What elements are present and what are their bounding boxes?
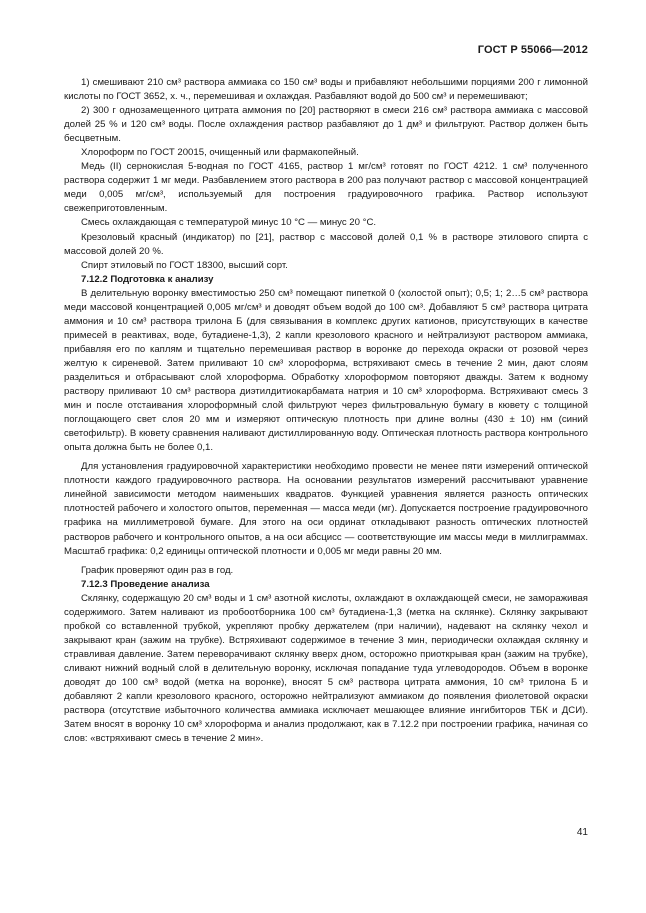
paragraph-analysis: Склянку, содержащую 20 см³ воды и 1 см³ азотной кислоты, охлаждают в охлаждающей смеси, не замораживая содержимого. Затем наливают из пробоотборника 100 см³ бутадиена-1,3 (метка на склянке). Склянку закрывают пробкой со вставленной трубкой, укрепляют пробку держателем (при наличии), надевают на склянку чехол и закрывают кран (зажим на трубке). Встряхивают содержимое в течение 3 мин, периодически охлаждая склянку и стравливая давление. Затем переворачивают склянку вверх дном, осторожно приоткрывая кран (зажим на трубке), сливают нижний водный слой в делительную воронку, исключая попадание туда углеводородов. Объем в воронке доводят до 100 см³ водой (метка на воронке), вносят 5 см³ раствора цитрата аммония, 10 см³ трилона Б и добавляют 2 капли крезолового красного, осторожно нейтрализуют аммиаком до появления фиолетовой окраски раствора (отсутствие избыточного количества аммиака исключает мешающее влияние ингибиторов ТБК и ДСИ). Затем вносят в воронку 10 см³ хлороформа и анализ продолжают, как в 7.12.2 при построении графика, начиная со слов: «встряхивают смесь в течение 2 мин». <box>64 592 588 745</box>
section-heading-analysis: 7.12.3 Проведение анализа <box>81 578 210 590</box>
paragraph-citrate-method-2: 2) 300 г однозамещенного цитрата аммония по [20] растворяют в смеси 216 см³ раствора аммиака с массовой долей 25 % и 120 см³ воды. После охлаждения раствор разбавляют до 1 дм³ и фильтруют. Раствор должен быть бесцветным. <box>64 105 588 145</box>
paragraph-preparation: В делительную воронку вместимостью 250 см³ помещают пипеткой 0 (холостой опыт); 0,5; 1; 2…5 см³ раствора меди массовой концентрацией 0,005 мг/см³ и доводят объем водой до 100 см³. Добавляют 5 см³ раствора цитрата аммония и 10 см³ раствора трилона Б (для связывания в комплекс других катионов, присутствующих в качестве примесей в реактивах, воде, бутадиене-1,3), 2 капли крезолового красного и нейтрализуют раствором аммиака, прибавляя его по каплям и тщательно перемешивая раствор в воронке до перехода окраски от розовой через желтую к сиреневой. Затем приливают 10 см³ хлороформа, встряхивают смесь в течение 2 мин, дают слоям разделиться и отбрасывают слой хлороформа. Обработку хлороформом повторяют дважды. Затем к водному раствору приливают 10 см³ раствора диэтилдитиокарбамата натрия и 10 см³ хлороформа. Встряхивают смесь 3 мин и после отстаивания хлороформный слой фильтруют через фильтровальную бумагу в кювету с толщиной поглощающего свет слоя 20 мм и измеряют оптическую плотность при длине волны (430 ± 10) нм (синий светофильтр). В кювету сравнения наливают дистиллированную воду. Оптическая плотность раствора контрольного опыта должна быть не более 0,1. <box>64 287 588 454</box>
document-code-header: ГОСТ Р 55066—2012 <box>477 44 588 56</box>
paragraph-cooling-mixture: Смесь охлаждающая с температурой минус 10 °С — минус 20 °С. <box>81 217 377 229</box>
paragraph-citrate-method-1: 1) смешивают 210 см³ раствора аммиака со 150 см³ воды и прибавляют небольшими порциями 200 г лимонной кислоты по ГОСТ 3652, х. ч., перемешивая и охлаждая. Разбавляют водой до 500 см³ и перемешивают; <box>64 77 588 103</box>
paragraph-ethanol: Спирт этиловый по ГОСТ 18300, высший сорт. <box>81 259 288 271</box>
page-number: 41 <box>576 827 588 838</box>
paragraph-calibration: Для установления градуировочной характеристики необходимо провести не менее пяти измерений оптической плотности каждого градуировочного раствора. На основании результатов измерений рассчитывают уравнение линейной зависимости методом наименьших квадратов. Функцией уравнения является разность оптических плотностей рабочего и холостого опытов, переменная — масса меди (мг). Допускается построение градуировочного графика на миллиметровой бумаге. Для этого на оси ординат откладывают разность оптических плотностей растворов рабочего и контрольного опытов, а на оси абсцисс — соответствующие им массы меди в миллиграммах. Масштаб графика: 0,2 единицы оптической плотности и 0,005 мг меди равны 20 мм. <box>64 461 588 557</box>
section-heading-preparation: 7.12.2 Подготовка к анализу <box>81 273 214 285</box>
paragraph-cresol-red: Крезоловый красный (индикатор) по [21], раствор с массовой долей 0,1 % в растворе этилового спирта с массовой долей 20 %. <box>64 231 588 257</box>
paragraph-chloroform: Хлороформ по ГОСТ 20015, очищенный или фармакопейный. <box>81 147 359 159</box>
paragraph-copper-sulfate: Медь (II) сернокислая 5-водная по ГОСТ 4165, раствор 1 мг/см³ готовят по ГОСТ 4212. 1 см³ полученного раствора содержит 1 мг меди. Разбавлением этого раствора в 200 раз получают раствор с массовой концентрацией меди 0,005 мг/см³, используемый для построения градуировочного графика. Раствор используют свежеприготовленным. <box>64 161 588 215</box>
paragraph-check-yearly: График проверяют один раз в год. <box>81 564 234 576</box>
document-body <box>64 76 588 746</box>
